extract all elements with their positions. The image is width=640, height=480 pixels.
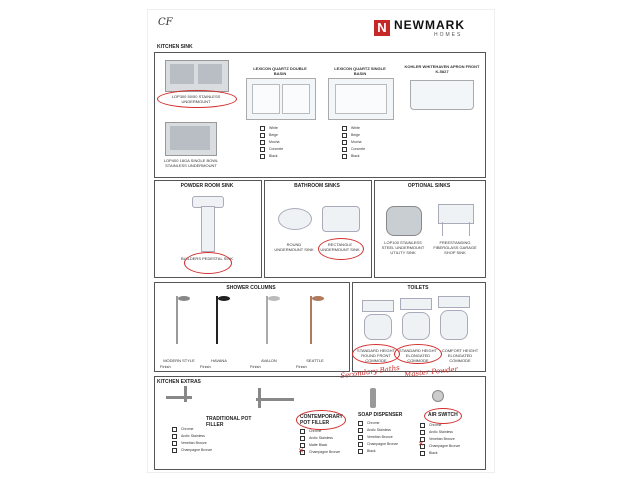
finish-option[interactable] — [358, 441, 398, 448]
toilet-item-label-2: STANDARD HEIGHT ELONGATED COMMODE — [399, 348, 437, 363]
color-label: Black — [351, 154, 360, 158]
finish-option[interactable] — [420, 436, 460, 443]
selection-circle — [318, 238, 364, 260]
color-option[interactable] — [260, 139, 283, 146]
color-label: White — [269, 126, 278, 130]
finish-label: Black — [367, 449, 376, 453]
finish-option[interactable] — [172, 433, 212, 440]
logo-subtitle: HOMES — [434, 32, 463, 38]
apron-front-sink-image — [410, 80, 474, 110]
kitchen-item-label-3: LEXICON QUARTZ DOUBLE BASIN — [253, 66, 307, 76]
color-label: Concrete — [269, 147, 284, 151]
kitchen-item-label-5: KOHLER WHITEHAVEN APRON FRONT K-5827 — [404, 64, 480, 74]
color-option[interactable] — [260, 125, 283, 132]
finish-label-4: Finish — [296, 364, 307, 369]
finish-label: Chrome — [309, 429, 322, 433]
shower-item-label-2: HAVANA — [211, 358, 227, 363]
finish-option[interactable] — [420, 450, 460, 457]
traditional-finishes — [172, 426, 212, 454]
round-sink-image — [278, 208, 312, 230]
soap-finishes — [358, 420, 398, 455]
garage-sink-basin — [438, 204, 474, 224]
shower-column-2 — [216, 296, 218, 344]
finish-option[interactable] — [420, 422, 460, 429]
shower-column-4 — [310, 296, 312, 344]
selection-circle — [352, 344, 400, 364]
logo-mark: N — [374, 20, 390, 36]
toilet-bowl-2 — [402, 312, 430, 340]
finish-option[interactable] — [358, 434, 398, 441]
finish-label: Black — [429, 451, 438, 455]
powder-room-title: POWDER ROOM SINK — [180, 183, 234, 189]
color-label: Concrete — [351, 147, 366, 151]
toilet-tank-1 — [362, 300, 394, 312]
shower-item-label-4: SEATTLE — [306, 358, 324, 363]
finish-option[interactable] — [300, 428, 340, 435]
finish-label: Arctic Stainless — [367, 428, 391, 432]
soap-title: SOAP DISPENSER — [358, 412, 403, 418]
quartz-basin-left — [252, 84, 280, 114]
contemporary-title: CONTEMPORARY POT FILLER — [300, 414, 343, 426]
shower-head-1 — [178, 296, 190, 301]
newmark-logo — [374, 18, 478, 40]
color-option[interactable] — [260, 153, 283, 160]
rectangle-sink-image — [322, 206, 360, 232]
selection-circle — [296, 410, 346, 430]
soap-dispenser-image — [370, 388, 376, 408]
toilet-tank-2 — [400, 298, 432, 310]
shower-column-1 — [176, 296, 178, 344]
logo-name: NEWMARK — [394, 18, 465, 32]
color-option[interactable] — [342, 139, 365, 146]
kitchen-sink-title: KITCHEN SINK — [157, 44, 193, 50]
color-option[interactable] — [260, 146, 283, 153]
sink-bowl-single — [170, 126, 210, 150]
shower-head-3 — [268, 296, 280, 301]
finish-label-3: Finish — [250, 364, 261, 369]
shower-column-3 — [266, 296, 268, 344]
finish-option[interactable] — [358, 448, 398, 455]
traditional-filler-arm — [166, 396, 192, 399]
finish-label: Venetian Bronze — [367, 435, 393, 439]
selection-circle — [184, 252, 232, 274]
finish-label: Chrome — [367, 421, 380, 425]
handwritten-note-1: Secondary Baths — [339, 363, 401, 381]
pedestal-sink-stand — [201, 206, 215, 252]
contemporary-finishes — [300, 428, 340, 456]
quartz-basin-single — [335, 84, 387, 114]
air-switch-finishes — [420, 422, 460, 457]
color-option[interactable] — [342, 132, 365, 139]
x-mark: ✕ — [298, 447, 304, 455]
finish-option[interactable] — [420, 429, 460, 436]
shower-columns-title: SHOWER COLUMNS — [226, 285, 276, 291]
finish-label: Champagne Bronze — [367, 442, 399, 446]
selection-circle — [157, 90, 237, 108]
optional-item-label-1: LOP100 STAINLESS STEEL UNDERMOUNT UTILITY SINK — [381, 240, 425, 255]
kitchen-item-label-4: LEXICON QUARTZ SINGLE BASIN — [334, 66, 386, 76]
toilet-item-label-3: COMFORT HEIGHT ELONGATED COMMODE — [441, 348, 479, 363]
finish-label: Venetian Bronze — [429, 437, 455, 441]
color-option[interactable] — [342, 153, 365, 160]
optional-sinks-title: OPTIONAL SINKS — [407, 183, 451, 189]
color-label: White — [351, 126, 360, 130]
toilets-title: TOILETS — [407, 285, 429, 291]
air-switch-image — [432, 390, 444, 402]
finish-option[interactable] — [172, 447, 212, 454]
finish-option[interactable] — [358, 420, 398, 427]
bathroom-item-label-2: RECTANGLE UNDERMOUNT SINK — [320, 242, 360, 252]
finish-option[interactable] — [172, 426, 212, 433]
selection-circle — [394, 344, 442, 364]
shower-item-label-1: MODERN STYLE — [163, 358, 195, 363]
x-mark: ✕ — [418, 440, 424, 448]
finish-option[interactable] — [172, 440, 212, 447]
shower-head-2 — [218, 296, 230, 301]
finish-label: Arctic Stainless — [181, 434, 205, 438]
finish-label: Venetian Bronze — [181, 441, 207, 445]
air-switch-title: AIR SWITCH — [428, 412, 458, 418]
toilet-bowl-3 — [440, 310, 468, 340]
garage-sink-legs — [442, 222, 470, 236]
bathroom-item-label-1: ROUND UNDERMOUNT SINK — [274, 242, 314, 252]
finish-label: Champagne Bronze — [309, 450, 341, 454]
traditional-title: TRADITIONAL POT FILLER — [206, 416, 252, 428]
finish-option[interactable] — [300, 449, 340, 456]
finish-option[interactable] — [418, 440, 461, 450]
color-option[interactable] — [260, 132, 283, 139]
traditional-filler-base — [184, 386, 187, 402]
kitchen-item-label-2: LOP400 18GA SINGLE BOWL STAINLESS UNDERMOUNT — [163, 158, 219, 168]
finish-label: Arctic Stainless — [429, 430, 453, 434]
color-option[interactable] — [342, 125, 365, 132]
toilet-item-label-1: STANDARD HEIGHT ROUND FRONT COMMODE — [357, 348, 395, 363]
finish-label: Matte Black — [309, 443, 328, 447]
color-label: Black — [269, 154, 278, 158]
utility-sink-image — [386, 206, 422, 236]
handwritten-note-2: Master Powder — [403, 365, 459, 379]
quartz-single-colors — [342, 125, 365, 160]
finish-label: Chrome — [429, 423, 442, 427]
finish-option[interactable] — [300, 442, 340, 449]
finish-option[interactable] — [358, 427, 398, 434]
quartz-double-colors — [260, 125, 283, 160]
handwritten-initials: CF — [158, 17, 173, 28]
shower-item-label-3: AVALON — [261, 358, 277, 363]
color-label: Mocha — [351, 140, 362, 144]
powder-item-label: BUILDERS PEDESTAL SINK — [180, 256, 233, 261]
bathroom-sinks-title: BATHROOM SINKS — [294, 183, 340, 189]
color-label: Beige — [351, 133, 360, 137]
finish-label: Chrome — [181, 427, 194, 431]
shower-head-4 — [312, 296, 324, 301]
finish-label: Champagne Bronze — [181, 448, 213, 452]
color-label: Mocha — [269, 140, 280, 144]
kitchen-item-label-1: LOP300 50/50 STAINLESS UNDERMOUNT — [171, 94, 221, 104]
finish-option[interactable] — [300, 435, 340, 442]
kitchen-extras-title: KITCHEN EXTRAS — [157, 379, 201, 385]
sink-bowl-left — [170, 64, 194, 84]
toilet-bowl-1 — [364, 314, 392, 340]
contemporary-filler-arm — [256, 398, 294, 401]
color-label: Beige — [269, 133, 278, 137]
contemporary-filler-base — [258, 388, 261, 408]
finish-label: Champagne Bronze — [429, 444, 461, 448]
finish-label-2: Finish — [200, 364, 211, 369]
quartz-basin-right — [282, 84, 310, 114]
sink-bowl-right — [198, 64, 222, 84]
optional-item-label-2: FREESTANDING FIBERGLASS GARAGE SHOP SINK — [433, 240, 477, 255]
finish-label-1: Finish — [160, 364, 171, 369]
color-option[interactable] — [342, 146, 365, 153]
toilet-tank-3 — [438, 296, 470, 308]
finish-label: Arctic Stainless — [309, 436, 333, 440]
